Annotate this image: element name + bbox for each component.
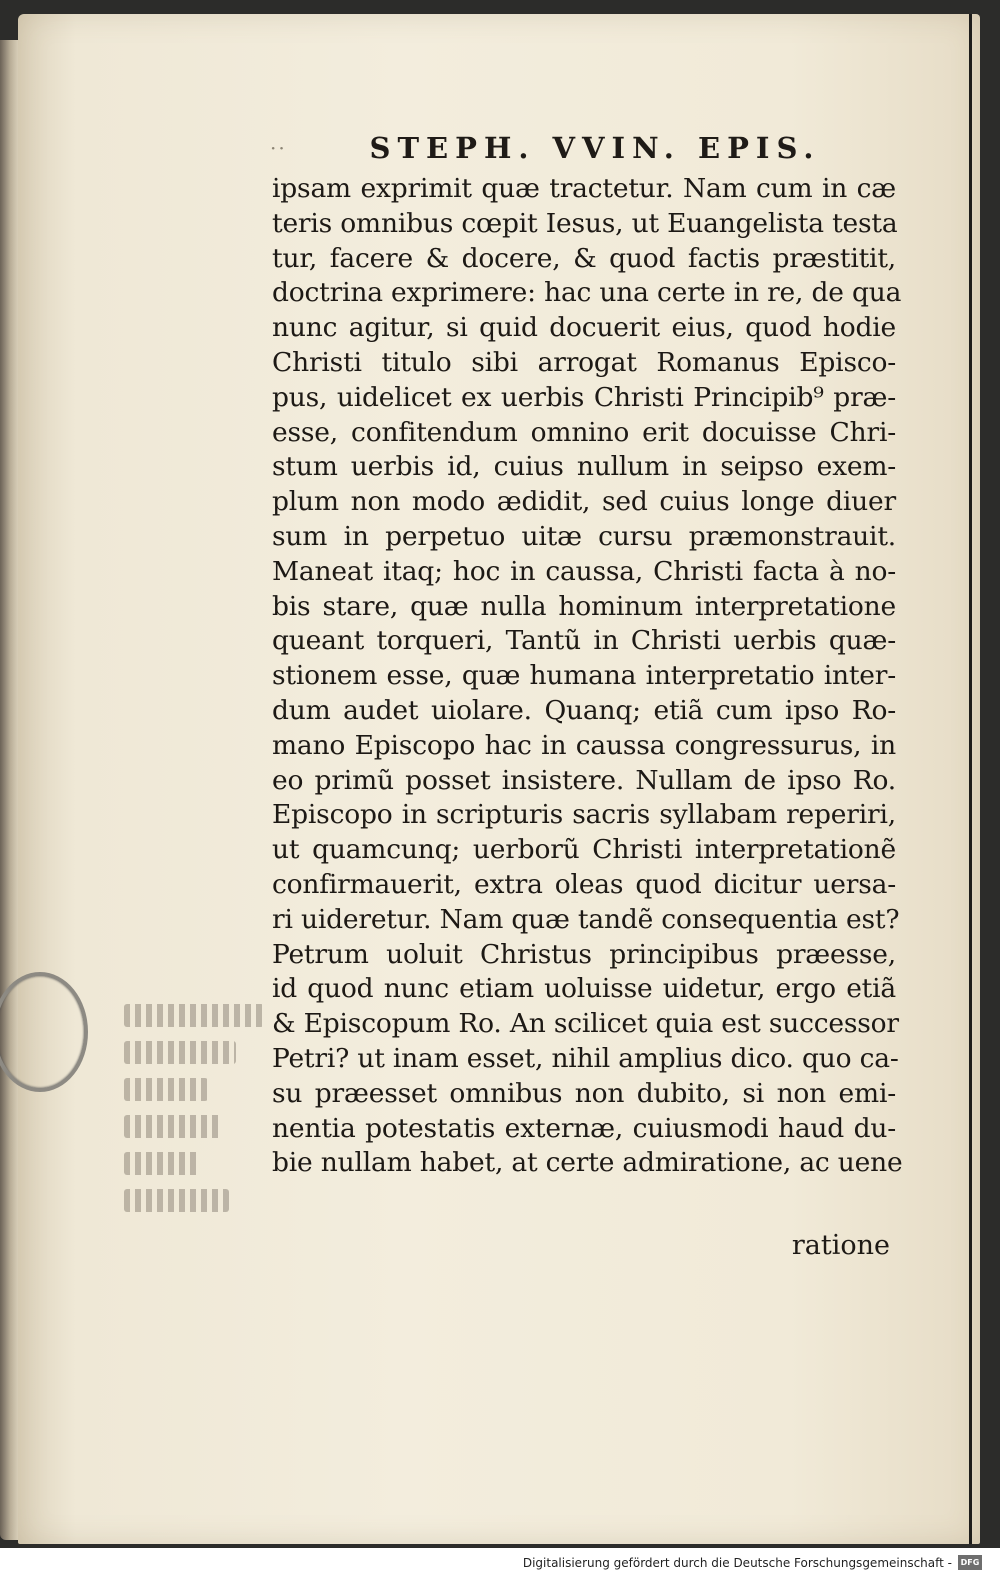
bleed-mark [124,1078,208,1101]
text-line: su præesset omnibus non dubito, si non emi- [272,1077,896,1109]
text-line: ipsam exprimit quæ tractetur. Nam cum in cæ [272,173,896,204]
text-line: Petrum uoluit Christus principibus præesse, [272,938,896,970]
text-line: pus, uidelicet ex uerbis Christi Principib⁹ præ- [272,381,896,413]
footer-credit: Digitalisierung gefördert durch die Deutsche Forschungsgemeinschaft - [522,1556,952,1570]
text-line: Christi titulo sibi arrogat Romanus Episco- [272,346,896,378]
text-line: dum audet uiolare. Quanq; etiã cum ipso Ro- [272,694,896,726]
text-line: queant torqueri, Tantũ in Christi uerbis quæ- [272,625,896,657]
text-line: & Episcopum Ro. An scilicet quia est successor [272,1008,899,1040]
running-head: STEPH. VVIN. EPIS. [369,131,821,165]
text-line: esse, confitendum omnino erit docuisse Chri- [272,416,896,448]
text-line: teris omnibus cœpit Iesus, ut Euangelista testa [272,207,898,239]
text-line: Petri? ut inam esset, nihil amplius dico. quo ca- [272,1042,899,1074]
clasp-ring-icon [0,972,88,1092]
text-line: stionem esse, quæ humana interpretatio inter- [272,660,896,692]
text-line: ri uideretur. Nam quæ tandẽ consequentia est? [272,903,900,935]
catchword: ratione [791,1230,890,1261]
scan-border-rule [969,14,972,1544]
bleed-mark [124,1041,236,1064]
text-line: tur, facere & docere, & quod factis præstitit, [272,242,896,274]
text-line: Episcopo in scripturis sacris syllabam reperiri, [272,799,896,831]
bleed-mark [124,1004,264,1027]
text-line: eo primũ posset insistere. Nullam de ipso Ro. [272,764,896,796]
dfg-logo-icon: DFG [958,1555,982,1570]
text-line: plum non modo ædidit, sed cuius longe diuer [272,486,896,518]
text-line: id quod nunc etiam uoluisse uidetur, ergo etiã [272,973,896,1005]
text-line: bis stare, quæ nulla hominum interpretatione [272,590,896,622]
text-line: sum in perpetuo uitæ cursu præmonstrauit. [272,520,896,552]
text-line: nunc agitur, si quid docuerit eius, quod hodie [272,312,896,344]
text-line: ut quamcunq; uerborũ Christi interpretationẽ [272,834,896,866]
bleed-mark [124,1152,201,1175]
margin-bleed-through [124,1004,264,1264]
body-text [272,172,903,1181]
text-line: Maneat itaq; hoc in caussa, Christi facta à no- [272,555,896,587]
text-line: mano Episcopo hac in caussa congressurus, in [272,729,896,761]
page-marker: ·· [270,136,287,160]
page-header [270,128,890,168]
bleed-mark [124,1115,222,1138]
text-line: bie nullam habet, at certe admiratione, ac uene [272,1147,903,1179]
text-line: nentia potestatis externæ, cuiusmodi haud du- [272,1112,896,1144]
text-line: stum uerbis id, cuius nullum in seipso exem- [272,451,896,483]
bleed-mark [124,1189,229,1212]
text-line: doctrina exprimere: hac una certe in re, de qua [272,277,902,309]
footer-bar [0,1548,1000,1583]
text-line: confirmauerit, extra oleas quod dicitur uersa- [272,868,896,900]
